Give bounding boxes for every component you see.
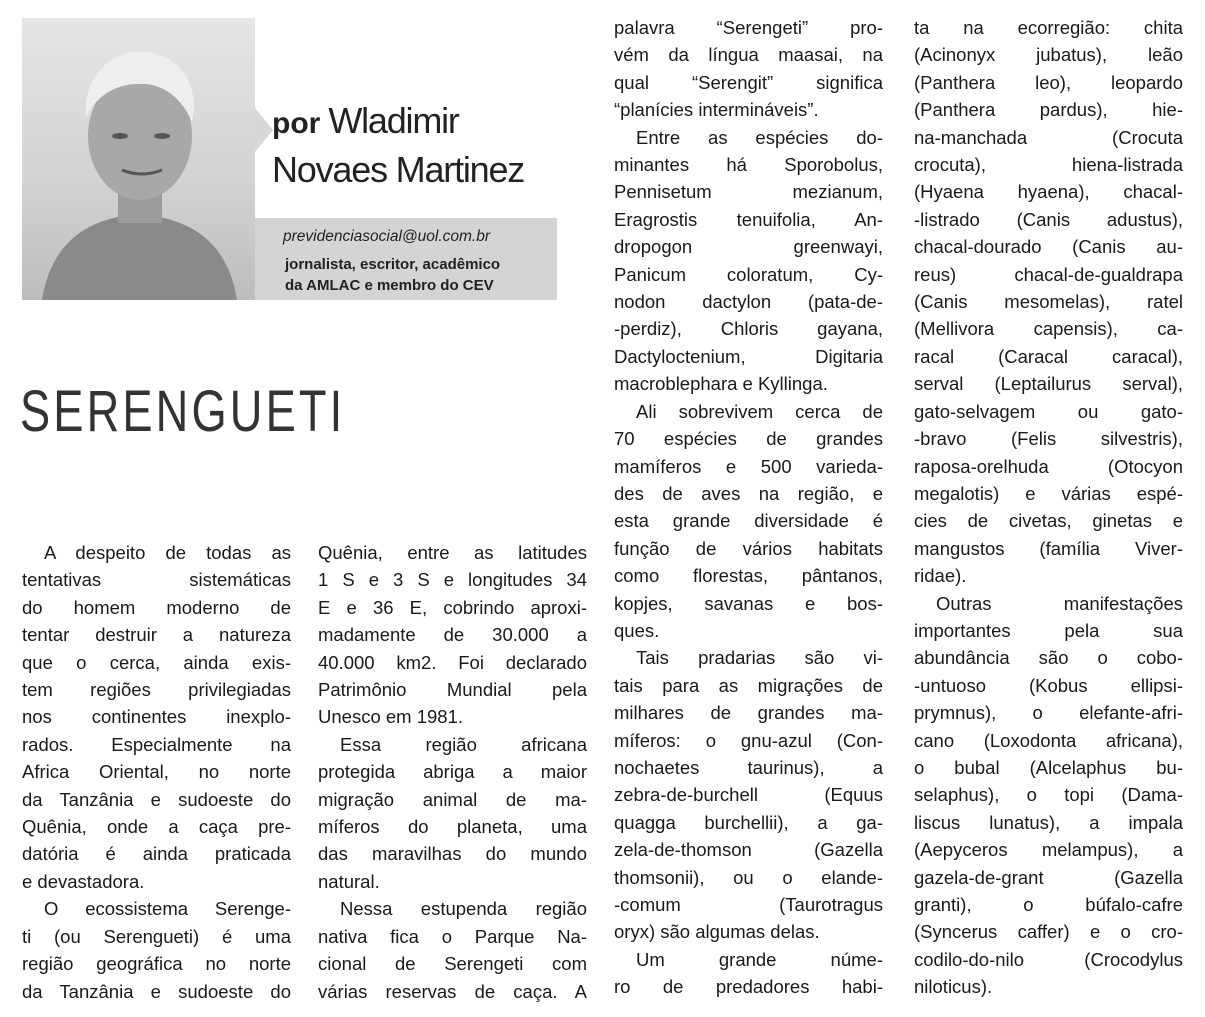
text-line: crocuta), hiena-listrada (914, 154, 1183, 176)
text-line: mamíferos e 500 varieda- (614, 455, 883, 477)
text-line: vém da língua maasai, na (614, 44, 883, 66)
text-line: nochaetes taurinus), a (614, 756, 883, 778)
text-line: mangustos (família Viver- (914, 537, 1183, 559)
text-column-3 (614, 14, 883, 1001)
text-line: Tais pradarias são vi- (636, 647, 883, 669)
text-line: rados. Especialmente na (22, 733, 291, 755)
text-line: thomsonii), ou o elande- (614, 866, 883, 888)
text-column-4 (914, 14, 1183, 1001)
text-line: datória é ainda praticada (22, 843, 291, 865)
article-title: SERENGUETI (20, 379, 346, 444)
text-line: importantes pela sua (914, 619, 1183, 641)
text-line: que o cerca, ainda exis- (22, 651, 291, 673)
text-line: oryx) são algumas delas. (614, 921, 820, 943)
text-line: selaphus), o topi (Dama- (914, 784, 1183, 806)
text-line: E e 36 E, cobrindo aproxi- (318, 596, 587, 618)
text-line: reus) chacal-de-gualdrapa (914, 263, 1183, 285)
text-line: macroblephara e Kyllinga. (614, 373, 828, 395)
text-line: protegida abriga a maior (318, 761, 587, 783)
text-line: (Canis mesomelas), ratel (914, 291, 1183, 313)
text-line: palavra “Serengeti” pro- (614, 17, 883, 38)
paragraph (318, 895, 587, 1005)
text-line: das maravilhas do mundo (318, 843, 587, 865)
text-line: cano (Loxodonta africana), (914, 729, 1183, 751)
text-line: liscus lunatus), a impala (914, 811, 1183, 833)
text-line: Quênia, onde a caça pre- (22, 816, 291, 838)
text-line: megalotis) e várias espé- (914, 482, 1183, 504)
text-line: (Aepyceros melampus), a (914, 839, 1183, 861)
text-line: o bubal (Alcelaphus bu- (914, 756, 1183, 778)
text-line: A despeito de todas as (44, 542, 291, 563)
text-line: madamente de 30.000 a (318, 624, 587, 646)
paragraph (614, 644, 883, 945)
author-first-name: Wladimir (328, 100, 459, 141)
paragraph (914, 590, 1183, 1001)
text-line: míferos: o gnu-azul (Con- (614, 729, 883, 751)
text-line: função de vários habitats (614, 537, 883, 559)
paragraph (614, 14, 883, 124)
text-line: -bravo (Felis silvestris), (914, 428, 1183, 450)
author-description-line: da AMLAC e membro do CEV (285, 277, 494, 294)
text-line: chacal-dourado (Canis au- (914, 236, 1183, 258)
text-line: gazela-de-grant (Gazella (914, 866, 1183, 888)
text-column-1 (22, 539, 291, 1005)
text-line: -untuoso (Kobus ellipsi- (914, 674, 1183, 696)
text-line: Um grande núme- (636, 948, 883, 970)
text-line: racal (Caracal caracal), (914, 345, 1183, 367)
text-line: da Tanzânia e sudoeste do (22, 980, 291, 1002)
text-line: -comum (Taurotragus (614, 894, 883, 915)
text-line: nodon dactylon (pata-de- (614, 291, 883, 313)
text-line: 70 espécies de grandes (614, 428, 883, 450)
text-line: zebra-de-burchell (Equus (614, 784, 883, 806)
text-line: prymnus), o elefante-afri- (914, 702, 1183, 724)
text-line: (Syncerus caffer) e o cro- (914, 921, 1183, 943)
text-line: -listrado (Canis adustus), (914, 208, 1183, 230)
text-line: “planícies intermináveis”. (614, 99, 819, 121)
text-line: (Acinonyx jubatus), leão (914, 44, 1183, 66)
author-email[interactable]: previdenciasocial@uol.com.br (283, 228, 490, 245)
paragraph (318, 731, 587, 895)
text-line: esta grande diversidade é (614, 510, 883, 532)
text-line: raposa-orelhuda (Otocyon (914, 455, 1183, 477)
author-description (285, 254, 500, 296)
text-line: natural. (318, 870, 380, 892)
text-line: serval (Leptailurus serval), (914, 373, 1183, 395)
text-line: tentativas sistemáticas (22, 569, 291, 591)
text-line: da Tanzânia e sudoeste do (22, 788, 291, 810)
text-line: qual “Serengit” significa (614, 71, 883, 93)
text-line: do homem moderno de (22, 596, 291, 618)
text-line: kopjes, savanas e bos- (614, 592, 883, 614)
text-line: nativa fica o Parque Na- (318, 925, 587, 947)
text-line: Africa Oriental, no norte (22, 761, 291, 783)
text-line: ques. (614, 619, 660, 641)
text-line: ro de predadores habi- (614, 976, 883, 998)
text-line: niloticus). (914, 976, 993, 998)
text-line: milhares de grandes ma- (614, 702, 883, 724)
text-line: Panicum coloratum, Cy- (614, 263, 883, 285)
text-line: Dactyloctenium, Digitaria (614, 345, 883, 367)
text-line: míferos do planeta, uma (318, 816, 587, 838)
text-line: cies de civetas, ginetas e (914, 510, 1183, 532)
text-column-2 (318, 539, 587, 1005)
text-line: -perdiz), Chloris gayana, (614, 318, 883, 340)
author-info-box (255, 218, 557, 300)
paragraph (614, 398, 883, 645)
text-line: Ali sobrevivem cerca de (636, 400, 883, 422)
text-line: (Panthera pardus), hie- (914, 99, 1183, 121)
text-line: Outras manifestações (936, 592, 1183, 614)
text-line: Quênia, entre as latitudes (318, 542, 587, 563)
text-line: cional de Serengeti com (318, 953, 587, 975)
paragraph (22, 539, 291, 895)
text-line: des de aves na região, e (614, 482, 883, 504)
text-line: na-manchada (Crocuta (914, 126, 1183, 148)
text-line: O ecossistema Serenge- (44, 898, 291, 920)
text-line: ti (ou Serengueti) é uma (22, 925, 291, 947)
paragraph (914, 14, 1183, 590)
text-line: tem regiões privilegiadas (22, 679, 291, 701)
author-description-line: jornalista, escritor, acadêmico (285, 256, 501, 273)
text-line: gato-selvagem ou gato- (914, 400, 1183, 422)
text-line: dropogon greenwayi, (614, 236, 883, 258)
text-line: Entre as espécies do- (636, 126, 883, 148)
author-last-name: Novaes Martinez (272, 149, 525, 190)
paragraph (614, 124, 883, 398)
text-line: quagga burchellii), a ga- (614, 811, 883, 833)
text-line: (Mellivora capensis), ca- (914, 318, 1183, 340)
author-byline (272, 98, 524, 193)
text-line: abundância são o cobo- (914, 647, 1183, 669)
text-line: 40.000 km2. Foi declarado (318, 651, 587, 673)
text-line: Essa região africana (340, 733, 587, 755)
byline-prefix: por (272, 107, 321, 140)
text-line: migração animal de ma- (318, 788, 587, 810)
text-line: Pennisetum mezianum, (614, 181, 883, 203)
text-line: zela-de-thomson (Gazella (614, 839, 883, 861)
text-line: codilo-do-nilo (Crocodylus (914, 948, 1183, 970)
text-line: região geográfica no norte (22, 953, 291, 975)
text-line: 1 S e 3 S e longitudes 34 (318, 569, 587, 591)
text-line: e devastadora. (22, 870, 145, 892)
photo-callout-notch (255, 108, 273, 152)
text-line: (Hyaena hyaena), chacal- (914, 181, 1183, 203)
text-line: como florestas, pântanos, (614, 565, 883, 587)
author-photo (22, 18, 255, 300)
text-line: Eragrostis tenuifolia, An- (614, 208, 883, 230)
text-line: (Panthera leo), leopardo (914, 71, 1183, 93)
text-line: ridae). (914, 565, 967, 587)
text-line: nos continentes inexplo- (22, 706, 291, 728)
text-line: ta na ecorregião: chita (914, 17, 1183, 38)
text-line: minantes há Sporobolus, (614, 154, 883, 176)
paragraph (22, 895, 291, 1005)
text-line: várias reservas de caça. A (318, 980, 587, 1002)
paragraph (614, 946, 883, 1001)
text-line: Patrimônio Mundial pela (318, 679, 587, 701)
text-line: tentar destruir a natureza (22, 624, 291, 646)
text-line: tais para as migrações de (614, 674, 883, 696)
text-line: Unesco em 1981. (318, 706, 464, 728)
text-line: Nessa estupenda região (340, 898, 587, 920)
paragraph (318, 539, 587, 731)
text-line: granti), o búfalo-cafre (914, 894, 1183, 915)
